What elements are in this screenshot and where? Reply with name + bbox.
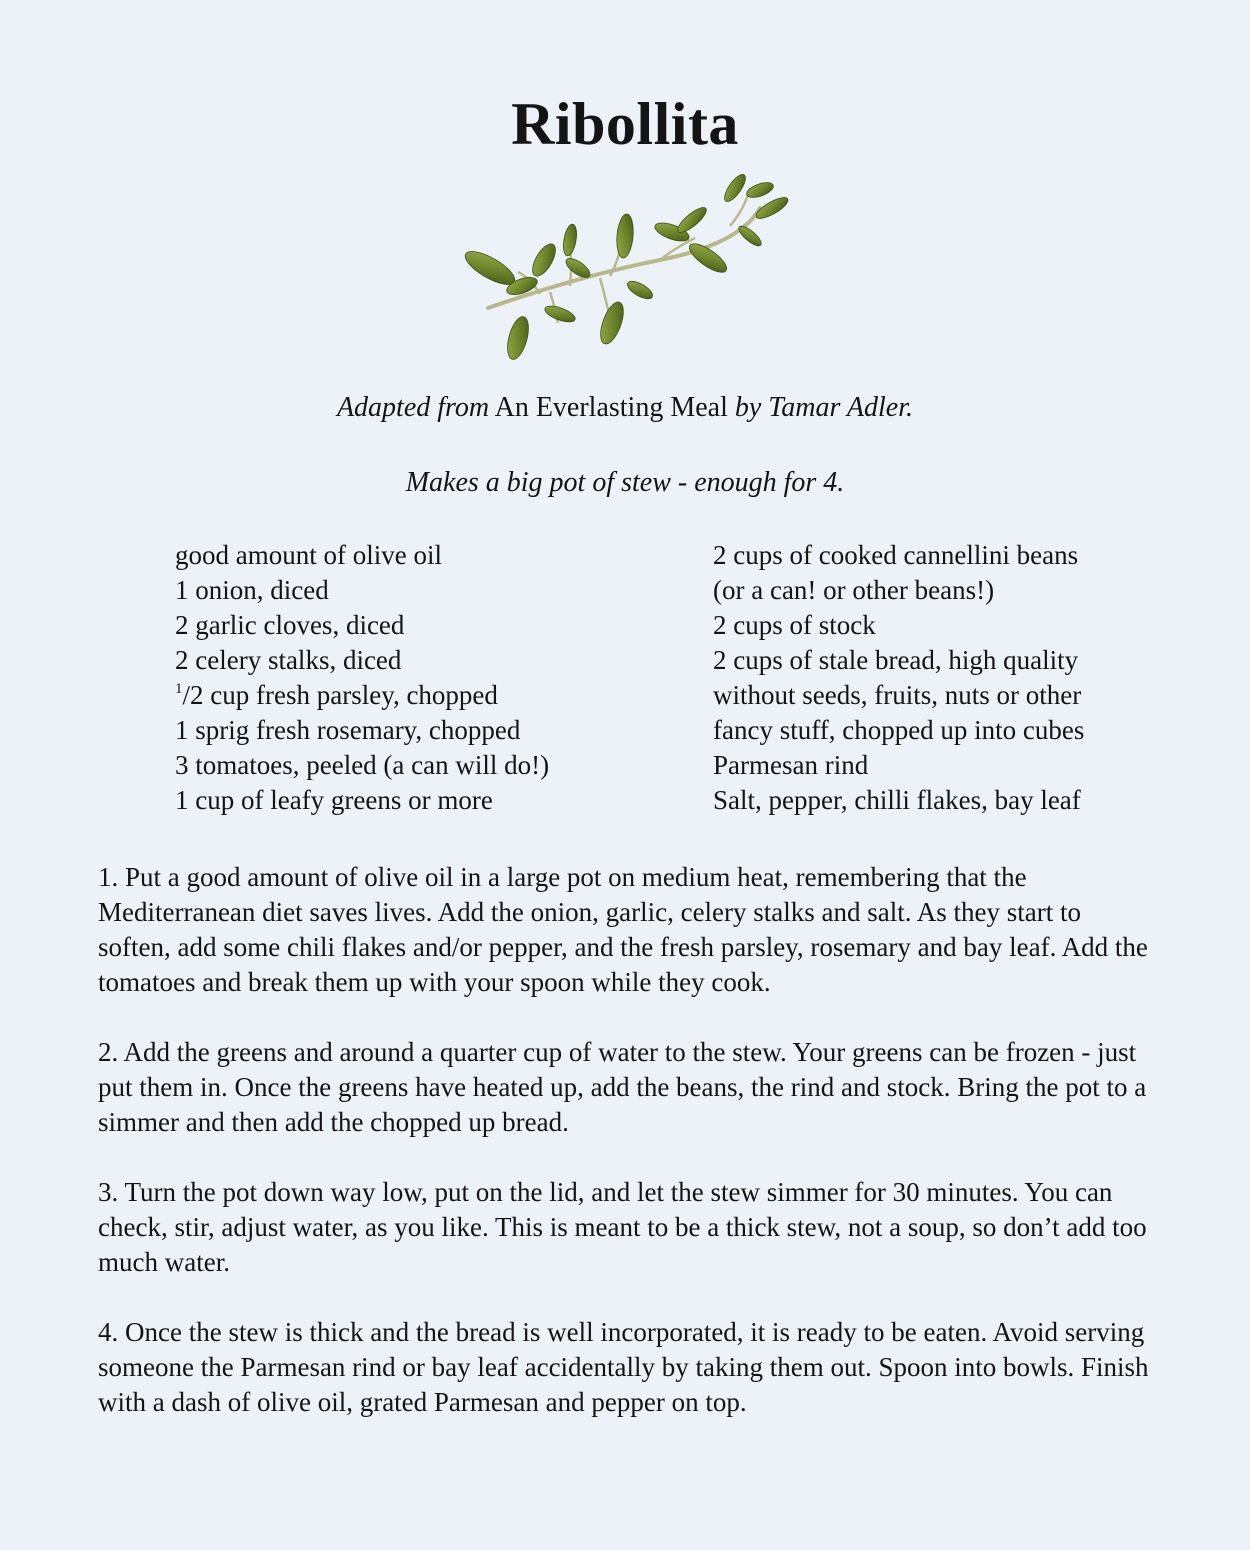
ingredients-right-column bbox=[713, 538, 1193, 818]
instructions bbox=[98, 860, 1158, 1455]
ingredient-item: 2 garlic cloves, diced bbox=[175, 610, 405, 640]
ingredient-item: 2 cups of stale bread, high quality bbox=[713, 645, 1079, 675]
ingredient-item: 1 onion, diced bbox=[175, 575, 329, 605]
ingredient-item: without seeds, fruits, nuts or other bbox=[713, 680, 1082, 710]
fraction-numerator: 1 bbox=[175, 681, 183, 697]
recipe-yield: Makes a big pot of stew - enough for 4. bbox=[405, 467, 845, 498]
ingredient-item: fancy stuff, chopped up into cubes bbox=[713, 715, 1085, 745]
ingredient-item bbox=[175, 678, 675, 713]
ingredient-item: 2 cups of cooked cannellini beans bbox=[713, 540, 1079, 570]
ingredient-text: cup fresh parsley, chopped bbox=[203, 680, 498, 710]
ingredient-item: Parmesan rind bbox=[713, 750, 869, 780]
source-prefix: Adapted from bbox=[336, 392, 490, 423]
ingredient-item: 3 tomatoes, peeled (a can will do!) bbox=[175, 750, 550, 780]
ingredient-item: 2 cups of stock bbox=[713, 610, 876, 640]
ingredient-item: 2 celery stalks, diced bbox=[175, 645, 402, 675]
ingredient-item: Salt, pepper, chilli flakes, bay leaf bbox=[713, 785, 1081, 815]
fraction-denominator: /2 bbox=[182, 680, 204, 710]
ingredient-item: good amount of olive oil bbox=[175, 540, 442, 570]
source-book-title: An Everlasting Meal bbox=[494, 392, 728, 423]
ingredients-left-column bbox=[175, 538, 675, 818]
ingredient-item: (or a can! or other beans!) bbox=[713, 575, 995, 605]
instruction-step: 3. Turn the pot down way low, put on the lid, and let the stew simmer for 30 minutes. You can check, stir, adjust water, as you like. This is meant to be a thick stew, not a soup, so don’t add too much water. bbox=[98, 1177, 1147, 1277]
instruction-step: 2. Add the greens and around a quarter cup of water to the stew. Your greens can be frozen - just put them in. Once the greens have heated up, add the beans, the rind and stock. Bring the pot to a simmer and then add the chopped up bread. bbox=[98, 1037, 1147, 1137]
ingredient-item: 1 cup of leafy greens or more bbox=[175, 785, 493, 815]
source-author: by Tamar Adler. bbox=[734, 392, 914, 423]
ingredient-item: 1 sprig fresh rosemary, chopped bbox=[175, 715, 521, 745]
instruction-step: 1. Put a good amount of olive oil in a large pot on medium heat, remembering that the Mediterranean diet saves lives. Add the onion, garlic, celery stalks and salt. As they start to soften, add some chili flakes and/or pepper, and the fresh parsley, rosemary and bay leaf. Add the tomatoes and break them up with your spoon while they cook. bbox=[98, 862, 1148, 997]
recipe-source bbox=[0, 388, 1250, 428]
instruction-step: 4. Once the stew is thick and the bread is well incorporated, it is ready to be eaten. Avoid serving someone the Parmesan rind or bay leaf accidentally by taking them out. Spoon into bowls. Finish with a dash of olive oil, grated Parmesan and pepper on top. bbox=[98, 1317, 1149, 1417]
rosemary-sprig-icon bbox=[460, 168, 800, 368]
recipe-title: Ribollita bbox=[511, 91, 739, 157]
